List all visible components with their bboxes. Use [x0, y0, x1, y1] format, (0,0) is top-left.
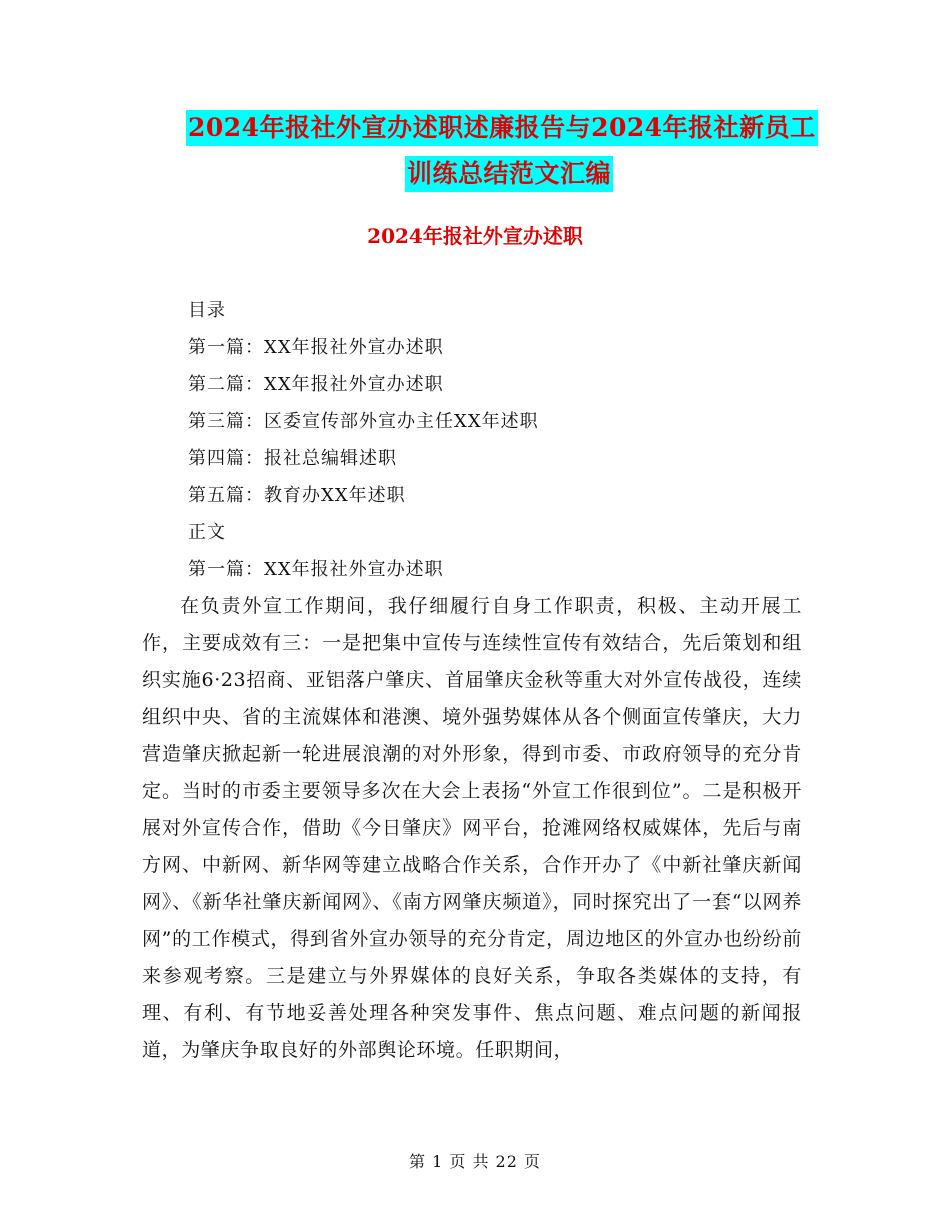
toc-heading: 目录 — [188, 300, 226, 321]
section-title: 2024年报社外宣办述职 — [367, 224, 583, 248]
toc-item: 第二篇：XX年报社外宣办述职 — [188, 374, 444, 395]
toc-item: 第一篇：XX年报社外宣办述职 — [188, 337, 444, 358]
title-line-2: 训练总结范文汇编 — [405, 156, 613, 192]
toc-item: 第三篇：区委宣传部外宣办主任XX年述职 — [188, 411, 539, 432]
body-heading: 正文 — [188, 522, 226, 543]
toc-item: 第四篇：报社总编辑述职 — [188, 448, 397, 469]
body-paragraph: 在负责外宣工作期间，我仔细履行自身工作职责，积极、主动开展工作，主要成效有三：一是把集中宣传与连续性宣传有效结合，先后策划和组织实施6·23招商、亚铝落户肇庆、首届肇庆金秋等重大对外宣传战役，连续组织中央、省的主流媒体和港澳、境外强势媒体从各个侧面宣传肇庆，大力营造肇庆掀起新一轮进展浪潮的对外形象，得到市委、市政府领导的充分肯定。当时的市委主要领导多次在大会上表扬“外宣工作很到位”。二是积极开展对外宣传合作，借助《今日肇庆》网平台，抢滩网络权威媒体，先后与南方网、中新网、新华网等建立战略合作关系，合作开办了《中新社肇庆新闻网》、《新华社肇庆新闻网》、《南方网肇庆频道》，同时探究出了一套“以网养网”的工作模式，得到省外宣办领导的充分肯定，周边地区的外宣办也纷纷前来参观考察。三是建立与外界媒体的良好关系，争取各类媒体的支持，有理、有利、有节地妥善处理各种突发事件、焦点问题、难点问题的新闻报道，为肇庆争取良好的外部舆论环境。任职期间， — [142, 595, 802, 1061]
toc-item: 第五篇：教育办XX年述职 — [188, 485, 406, 506]
chapter-heading: 第一篇：XX年报社外宣办述职 — [188, 559, 444, 580]
table-of-contents — [188, 292, 539, 588]
page-footer: 第 1 页 共 22 页 — [409, 1152, 541, 1171]
title-line-1: 2024年报社外宣办述职述廉报告与2024年报社新员工 — [186, 110, 818, 146]
